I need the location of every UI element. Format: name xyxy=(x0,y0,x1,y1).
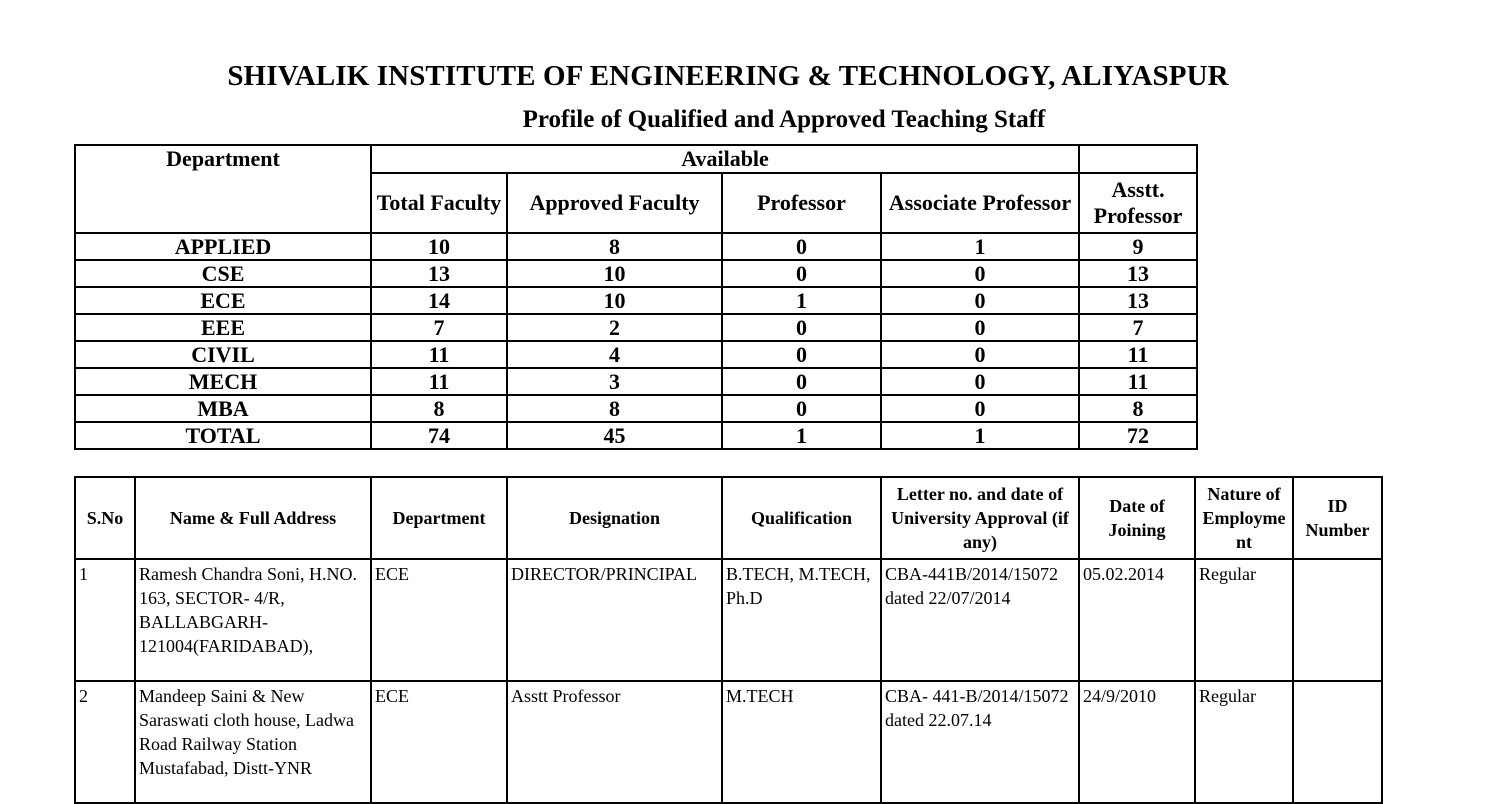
sno-cell: 2 xyxy=(75,681,135,803)
summary-row xyxy=(75,287,1197,314)
cell: 9 xyxy=(1079,233,1197,260)
page-subtitle: Profile of Qualified and Approved Teaching Staff xyxy=(522,106,1046,133)
summary-row xyxy=(75,395,1197,422)
qualification-cell: M.TECH xyxy=(722,681,881,803)
dept-cell: EEE xyxy=(75,314,371,341)
dept-cell: MBA xyxy=(75,395,371,422)
department-header: Department xyxy=(371,477,507,559)
cell: 11 xyxy=(371,368,507,395)
cell: 0 xyxy=(722,395,881,422)
name-address-header: Name & Full Address xyxy=(135,477,371,559)
id-number-header: ID Number xyxy=(1293,477,1382,559)
cell: 8 xyxy=(507,395,722,422)
dept-cell: ECE xyxy=(75,287,371,314)
cell: 0 xyxy=(722,341,881,368)
available-header: Available xyxy=(371,145,1079,173)
designation-cell: DIRECTOR/PRINCIPAL xyxy=(507,559,722,681)
sno-header: S.No xyxy=(75,477,135,559)
qualification-cell: B.TECH, M.TECH, Ph.D xyxy=(722,559,881,681)
cell: 14 xyxy=(371,287,507,314)
cell: 4 xyxy=(507,341,722,368)
cell: 0 xyxy=(881,260,1079,287)
cell: 1 xyxy=(722,422,881,449)
cell: 7 xyxy=(371,314,507,341)
cell: 2 xyxy=(507,314,722,341)
table-row xyxy=(75,559,1382,681)
sno-cell: 1 xyxy=(75,559,135,681)
cell: 0 xyxy=(881,341,1079,368)
associate-professor-header: Associate Professor xyxy=(881,173,1079,233)
cell: 72 xyxy=(1079,422,1197,449)
cell: 13 xyxy=(1079,287,1197,314)
cell: 74 xyxy=(371,422,507,449)
cell: 13 xyxy=(371,260,507,287)
staff-header-row xyxy=(75,477,1382,559)
dept-cell: CIVIL xyxy=(75,341,371,368)
summary-row xyxy=(75,341,1197,368)
date-of-joining-header: Date of Joining xyxy=(1079,477,1195,559)
nature-of-employment-cell: Regular xyxy=(1195,681,1293,803)
name-address-cell: Ramesh Chandra Soni, H.NO. 163, SECTOR- 4/R, BALLABGARH-121004(FARIDABAD), xyxy=(135,559,371,681)
cell: 1 xyxy=(722,287,881,314)
staff-table xyxy=(74,476,1383,804)
professor-header: Professor xyxy=(722,173,881,233)
asstt-professor-header: Asstt. Professor xyxy=(1079,173,1197,233)
summary-total-row xyxy=(75,422,1197,449)
summary-row xyxy=(75,368,1197,395)
cell: 0 xyxy=(881,368,1079,395)
approval-letter-cell: CBA- 441-B/2014/15072 dated 22.07.14 xyxy=(881,681,1079,803)
approval-letter-cell: CBA-441B/2014/15072 dated 22/07/2014 xyxy=(881,559,1079,681)
cell: 13 xyxy=(1079,260,1197,287)
nature-of-employment-cell: Regular xyxy=(1195,559,1293,681)
approved-faculty-header: Approved Faculty xyxy=(507,173,722,233)
designation-cell: Asstt Professor xyxy=(507,681,722,803)
institute-title: SHIVALIK INSTITUTE OF ENGINEERING & TECHNOLOGY, ALIYASPUR xyxy=(227,60,1229,92)
name-address-cell: Mandeep Saini & New Saraswati cloth house, Ladwa Road Railway Station Mustafabad, Distt-YNR xyxy=(135,681,371,803)
cell: 8 xyxy=(1079,395,1197,422)
date-of-joining-cell: 05.02.2014 xyxy=(1079,559,1195,681)
cell: 0 xyxy=(722,260,881,287)
dept-cell: TOTAL xyxy=(75,422,371,449)
department-header: Department xyxy=(75,145,371,233)
blank-header xyxy=(1079,145,1197,173)
nature-of-employment-header: Nature of Employme nt xyxy=(1195,477,1293,559)
cell: 8 xyxy=(371,395,507,422)
cell: 0 xyxy=(722,368,881,395)
cell: 0 xyxy=(881,287,1079,314)
cell: 11 xyxy=(1079,368,1197,395)
cell: 7 xyxy=(1079,314,1197,341)
dept-cell: APPLIED xyxy=(75,233,371,260)
qualification-header: Qualification xyxy=(722,477,881,559)
cell: 10 xyxy=(507,287,722,314)
cell: 1 xyxy=(881,422,1079,449)
department-cell: ECE xyxy=(371,681,507,803)
cell: 3 xyxy=(507,368,722,395)
dept-cell: MECH xyxy=(75,368,371,395)
id-number-cell xyxy=(1293,559,1382,681)
approval-letter-header: Letter no. and date of University Approval (if any) xyxy=(881,477,1079,559)
cell: 8 xyxy=(507,233,722,260)
cell: 11 xyxy=(371,341,507,368)
summary-table xyxy=(74,144,1198,450)
designation-header: Designation xyxy=(507,477,722,559)
summary-row xyxy=(75,260,1197,287)
cell: 0 xyxy=(881,395,1079,422)
summary-row xyxy=(75,233,1197,260)
cell: 0 xyxy=(881,314,1079,341)
cell: 10 xyxy=(507,260,722,287)
dept-cell: CSE xyxy=(75,260,371,287)
cell: 1 xyxy=(881,233,1079,260)
summary-row xyxy=(75,314,1197,341)
cell: 45 xyxy=(507,422,722,449)
cell: 0 xyxy=(722,314,881,341)
cell: 10 xyxy=(371,233,507,260)
date-of-joining-cell: 24/9/2010 xyxy=(1079,681,1195,803)
department-cell: ECE xyxy=(371,559,507,681)
total-faculty-header: Total Faculty xyxy=(371,173,507,233)
cell: 0 xyxy=(722,233,881,260)
cell: 11 xyxy=(1079,341,1197,368)
